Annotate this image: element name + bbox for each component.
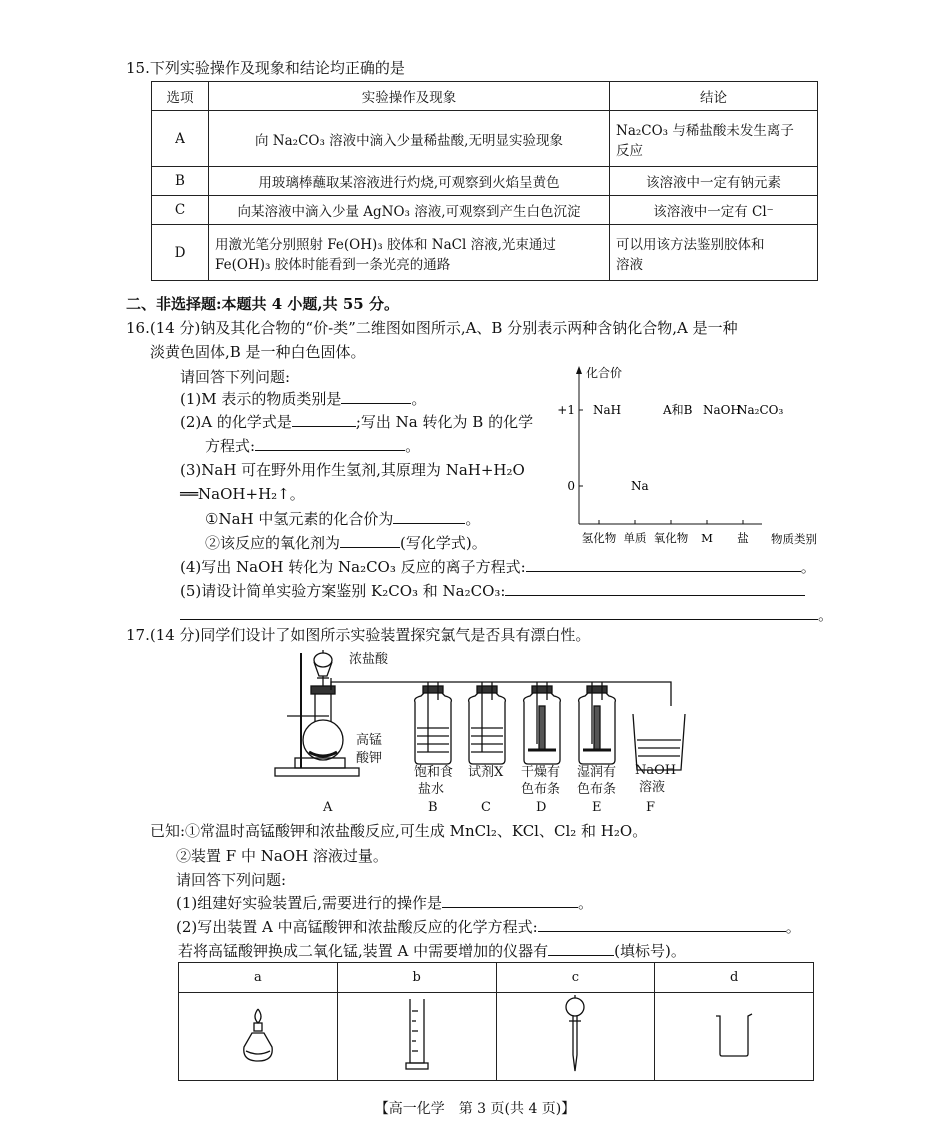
row-c-option: C [152,196,209,225]
q16-part2-cont [205,435,420,457]
bottle-stopper [587,686,607,693]
row-a-conclusion [610,111,818,167]
instrument-label-a: a [179,963,338,993]
label-e2: 色布条 [577,782,617,797]
q16-part3-sub1-end: 。 [465,510,481,528]
q17-line1: 17.(14 分)同学们设计了如图所示实验装置探究氯气是否具有漂白性。 [126,626,591,644]
label-d: D [536,800,547,815]
label-b2: 盐水 [418,782,445,797]
label-d1: 干燥有 [521,765,561,780]
q16-part2-text: (2)A 的化学式是 [180,413,292,431]
label-f2: 溶液 [639,780,666,795]
answer-blank[interactable] [180,605,818,620]
table-row [152,111,818,167]
chart-point-label: A和B [663,403,693,417]
answer-blank[interactable] [548,941,614,956]
label-f1: NaOH [635,763,677,778]
x-axis-label: 物质类别 [771,532,817,546]
q17-part1 [176,892,593,914]
q17-part2-end2: (填标号)。 [614,942,686,960]
page-footer: 【高一化学 第 3 页(共 4 页)】 [374,1101,576,1117]
label-c1: 试剂X [468,765,504,780]
apparatus-diagram [265,648,695,818]
q16-part3-eq: ══NaOH+H₂↑。 [180,485,305,503]
row-d-operation-l2: Fe(OH)₃ 胶体时能看到一条光亮的通路 [215,256,451,273]
answer-blank[interactable] [292,412,356,427]
chart-point-label: Na₂CO₃ [737,403,784,417]
instrument-header-row [179,963,814,993]
instrument-d-cell [655,993,814,1081]
instrument-a-cell [179,993,338,1081]
row-a-conclusion-l1: Na₂CO₃ 与稀盐酸未发生离子 [616,122,794,139]
beaker-f [633,714,685,770]
instrument-image-row [179,993,814,1081]
separatory-funnel-icon [560,995,590,1075]
row-d-conclusion [610,225,818,281]
y-tick-label: +1 [557,403,575,417]
instrument-c-cell [496,993,655,1081]
table-row [152,167,818,196]
answer-blank[interactable] [505,581,805,596]
row-d-conclusion-l2: 溶液 [616,256,643,273]
table-header-row [152,82,818,111]
instrument-table [178,962,814,1081]
q15-table [151,81,818,281]
x-tick-label: 氢化物 [581,531,617,545]
label-b: B [428,800,438,815]
q17-ask: 请回答下列问题: [176,871,287,889]
row-a-operation: 向 Na₂CO₃ 溶液中滴入少量稀盐酸,无明显实验现象 [209,111,610,167]
answer-blank[interactable] [340,533,400,548]
table-row [152,225,818,281]
label-kmno4-1: 高锰 [356,733,383,748]
beaker-icon [712,1010,756,1060]
graduated-cylinder-icon [402,997,432,1073]
q16-part3: (3)NaH 可在野外用作生氢剂,其原理为 NaH+H₂O [180,461,525,479]
row-c-operation: 向某溶液中滴入少量 AgNO₃ 溶液,可观察到产生白色沉淀 [209,196,610,225]
answer-blank[interactable] [442,893,578,908]
answer-blank[interactable] [526,557,801,572]
y-axis-arrow [576,366,582,374]
row-d-conclusion-l1: 可以用该方法鉴别胶体和 [616,236,765,253]
label-kmno4-2: 酸钾 [356,751,383,766]
answer-blank[interactable] [393,509,465,524]
q16-line2: 淡黄色固体,B 是一种白色固体。 [150,343,366,361]
q17-part2 [176,916,801,938]
q17-part2-text2: 若将高锰酸钾换成二氧化锰,装置 A 中需要增加的仪器有 [178,942,549,960]
row-b-conclusion: 该溶液中一定有钠元素 [610,167,818,196]
gas-tube [331,682,671,706]
q17-known2: ②装置 F 中 NaOH 溶液过量。 [176,847,388,865]
cloth-strip [594,706,600,750]
table-row [152,196,818,225]
row-b-operation: 用玻璃棒蘸取某溶液进行灼烧,可观察到火焰呈黄色 [209,167,610,196]
q16-part4-text: (4)写出 NaOH 转化为 Na₂CO₃ 反应的离子方程式: [180,558,526,576]
header-option: 选项 [152,82,209,111]
q17-part2-cont [178,940,686,962]
q17-known1: 已知:①常温时高锰酸钾和浓盐酸反应,可生成 MnCl₂、KCl、Cl₂ 和 H₂O。 [150,822,648,840]
row-d-operation-l1: 用激光笔分别照射 Fe(OH)₃ 胶体和 NaCl 溶液,光束通过 [215,236,556,253]
instrument-b-cell [337,993,496,1081]
valence-class-chart [557,362,830,552]
q16-part1 [180,388,426,410]
q16-part3-sub2-end: (写化学式)。 [400,534,487,552]
q16-part3-sub2-text: ②该反应的氧化剂为 [205,534,341,552]
cloth-strip [539,706,545,750]
q16-part5-text: (5)请设计简单实验方案鉴别 K₂CO₃ 和 Na₂CO₃: [180,582,506,600]
header-operation: 实验操作及现象 [209,82,610,111]
y-tick-label: 0 [567,479,575,493]
q16-line3: 请回答下列问题: [180,368,291,386]
bottle-stopper [477,686,497,693]
q16-part3-sub2 [205,532,487,554]
label-a: A [323,800,333,815]
stand-base [275,768,359,776]
separatory-funnel [314,653,332,667]
instrument-label-c: c [496,963,655,993]
row-c-conclusion: 该溶液中一定有 Cl⁻ [610,196,818,225]
q16-part2-text2: ;写出 Na 转化为 B 的化学 [355,413,534,431]
q16-part2-text3: 方程式: [205,437,256,455]
x-tick-label: 氧化物 [653,531,689,545]
row-a-option: A [152,111,209,167]
label-e1: 湿润有 [577,765,617,780]
q16-part5-end: 。 [818,606,834,624]
q17-part2-end: 。 [785,918,801,936]
q16-part1-end: 。 [411,390,427,408]
x-tick-label: 单质 [623,531,647,545]
row-b-option: B [152,167,209,196]
row-a-conclusion-l2: 反应 [616,142,643,159]
instrument-label-b: b [337,963,496,993]
row-d-option: D [152,225,209,281]
round-flask [303,720,343,760]
bottle-stopper [532,686,552,693]
answer-blank[interactable] [255,436,405,451]
q16-part5 [180,580,805,602]
x-tick-label: M [701,531,713,545]
answer-blank[interactable] [341,389,411,404]
q17-part1-end: 。 [578,894,594,912]
label-c: C [481,800,491,815]
label-d2: 色布条 [521,782,561,797]
chart-point-label: Na [631,479,649,493]
q16-part2-end: 。 [405,437,421,455]
q15-title: 15.下列实验操作及现象和结论均正确的是 [126,59,405,77]
q17-part1-text: (1)组建好实验装置后,需要进行的操作是 [176,894,443,912]
q16-part3-sub1 [205,508,480,530]
q16-part4-end: 。 [800,558,816,576]
label-f: F [646,800,656,815]
chart-point-label: NaH [593,403,622,417]
alcohol-lamp-icon [238,1003,278,1067]
q16-part1-text: (1)M 表示的物质类别是 [180,390,342,408]
answer-blank[interactable] [538,917,786,932]
bottle-stopper [423,686,443,693]
q17-part2-text: (2)写出装置 A 中高锰酸钾和浓盐酸反应的化学方程式: [176,918,538,936]
label-b1: 饱和食 [414,765,454,780]
section-2-heading: 二、非选择题:本题共 4 小题,共 55 分。 [126,295,399,313]
label-hcl: 浓盐酸 [349,652,389,667]
q16-part5-cont [180,604,833,626]
q16-line1: 16.(14 分)钠及其化合物的“价-类”二维图如图所示,A、B 分别表示两种含钠化合物,A 是一种 [126,319,738,337]
label-e: E [592,800,602,815]
instrument-label-d: d [655,963,814,993]
x-tick-label: 盐 [737,531,749,545]
q16-part2 [180,411,533,433]
q16-part3-sub1-text: ①NaH 中氢元素的化合价为 [205,510,394,528]
q16-part4 [180,556,816,578]
row-d-operation [209,225,610,281]
y-axis-label: 化合价 [586,366,623,380]
chart-point-label: NaOH [703,403,741,417]
header-conclusion: 结论 [610,82,818,111]
